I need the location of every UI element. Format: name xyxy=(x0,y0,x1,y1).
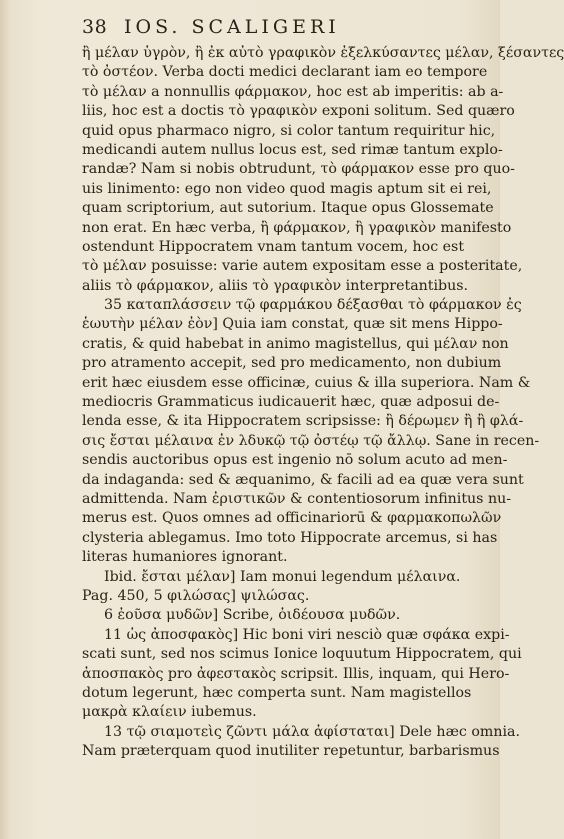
text-line: 35 καταπλάσσειν τῷ φαρμάκου δέξασθαι τὸ φάρμακον ἐς xyxy=(104,297,522,314)
text-line: scati sunt, sed nos scimus Ionice loquutum Hippocratem, qui xyxy=(82,646,522,663)
text-line: uis linimento: ego non video quod magis aptum sit ei rei, xyxy=(82,180,492,197)
text-line: erit hæc eiusdem esse officinæ, cuius & illa superiora. Nam & xyxy=(82,374,531,391)
text-line: dotum legerunt, hæc comperta sunt. Nam magistellos xyxy=(82,684,472,701)
text-line: 11 ὡς ἀποσφακὸς] Hic boni viri nesciò quæ σφάκα expi- xyxy=(104,626,510,643)
text-line: Ibid. ἔσται μέλαν] Iam monui legendum μέλαινα. xyxy=(104,568,461,585)
text-line: quam scriptorium, aut sutorium. Itaque opus Glossemate xyxy=(82,200,494,217)
text-line: ἢ μέλαν ὑγρὸν, ἢ ἐκ αὐτὸ γραφικὸν ἐξελκύσαντες μέλαν, ξέσαντες xyxy=(82,45,564,61)
text-line: liis, hoc est a doctis τὸ γραφικὸν exponi solitum. Sed quæro xyxy=(82,103,515,120)
text-line: pro atramento accepit, sed pro medicamento, non dubium xyxy=(82,355,502,372)
text-line: sendis auctoribus opus est ingenio nō solum acuto ad men- xyxy=(82,452,508,469)
text-line: mediocris Grammaticus iudicauerit hæc, quæ adposui de- xyxy=(82,394,500,411)
running-title: IOS. SCALIGERI xyxy=(124,16,340,38)
text-line: τὸ ὀστέον. Verba docti medici declarant iam eo tempore xyxy=(82,64,488,81)
text-body xyxy=(82,44,564,761)
text-line: μακρὰ κλαίειν iubemus. xyxy=(82,704,257,721)
text-line: τὸ μέλαν a nonnullis φάρμακον, hoc est ab imperitis: ab a- xyxy=(82,83,504,100)
text-line: quid opus pharmaco nigro, si color tantum requiritur hic, xyxy=(82,122,496,139)
text-line: Nam præterquam quod inutiliter repetuntur, barbarismus xyxy=(82,743,500,760)
text-line: lenda esse, & ita Hippocratem scripsisse: ἢ δέρωμεν ἢ ἢ φλά- xyxy=(82,413,524,430)
text-line: randæ? Nam si nobis obtrudunt, τὸ φάρμακον esse pro quo- xyxy=(82,161,515,178)
text-line: τὸ μέλαν posuisse: varie autem expositam esse a posteritate, xyxy=(82,258,523,275)
text-line: 13 τῷ σιαμοτεὶς ζῶντι μάλα ἀφίσταται] Dele hæc omnia. xyxy=(104,723,520,740)
text-line: literas humaniores ignorant. xyxy=(82,549,288,566)
page-number: 38 xyxy=(82,16,108,38)
text-line: ostendunt Hippocratem vnam tantum vocem, hoc est xyxy=(82,238,465,255)
text-line: merus est. Quos omnes ad officinariorū & φαρμακοπωλῶν xyxy=(82,510,502,527)
text-line: cratis, & quid habebat in animo magistellus, qui μέλαν non xyxy=(82,335,509,352)
text-line: clysteria ablegamus. Imo toto Hippocrate arcemus, si has xyxy=(82,529,498,546)
text-line: σις ἔσται μέλαινα ἐν λδυκῷ τῷ ὀστέῳ τῷ ἄλλῳ. Sane in recen- xyxy=(82,432,540,449)
text-line: medicandi autem nullus locus est, sed rimæ tantum explo- xyxy=(82,141,503,158)
page-header xyxy=(82,16,452,46)
text-line: ἀποσπακὸς pro ἀφεστακὸς scripsit. Illis, inquam, qui Hero- xyxy=(82,665,510,682)
text-line: non erat. En hæc verba, ἢ φάρμακον, ἢ γραφικὸν manifesto xyxy=(82,219,512,236)
text-line: 6 ἐοῦσα μυδῶν] Scribe, ὁιδέουσα μυδῶν. xyxy=(104,607,401,624)
text-line: admittenda. Nam ἐριστικῶν & contentiosorum infinitus nu- xyxy=(82,490,512,507)
text-line: aliis τὸ φάρμακον, aliis τὸ γραφικὸν interpretantibus. xyxy=(82,277,469,294)
text-line: Pag. 450, 5 φιλώσας] ψιλώσας. xyxy=(82,587,310,604)
text-line: da indaganda: sed & æquanimo, & facili ad ea quæ vera sunt xyxy=(82,471,524,488)
text-line: ἑωυτὴν μέλαν ἐὸν] Quia iam constat, quæ sit mens Hippo- xyxy=(82,316,503,333)
